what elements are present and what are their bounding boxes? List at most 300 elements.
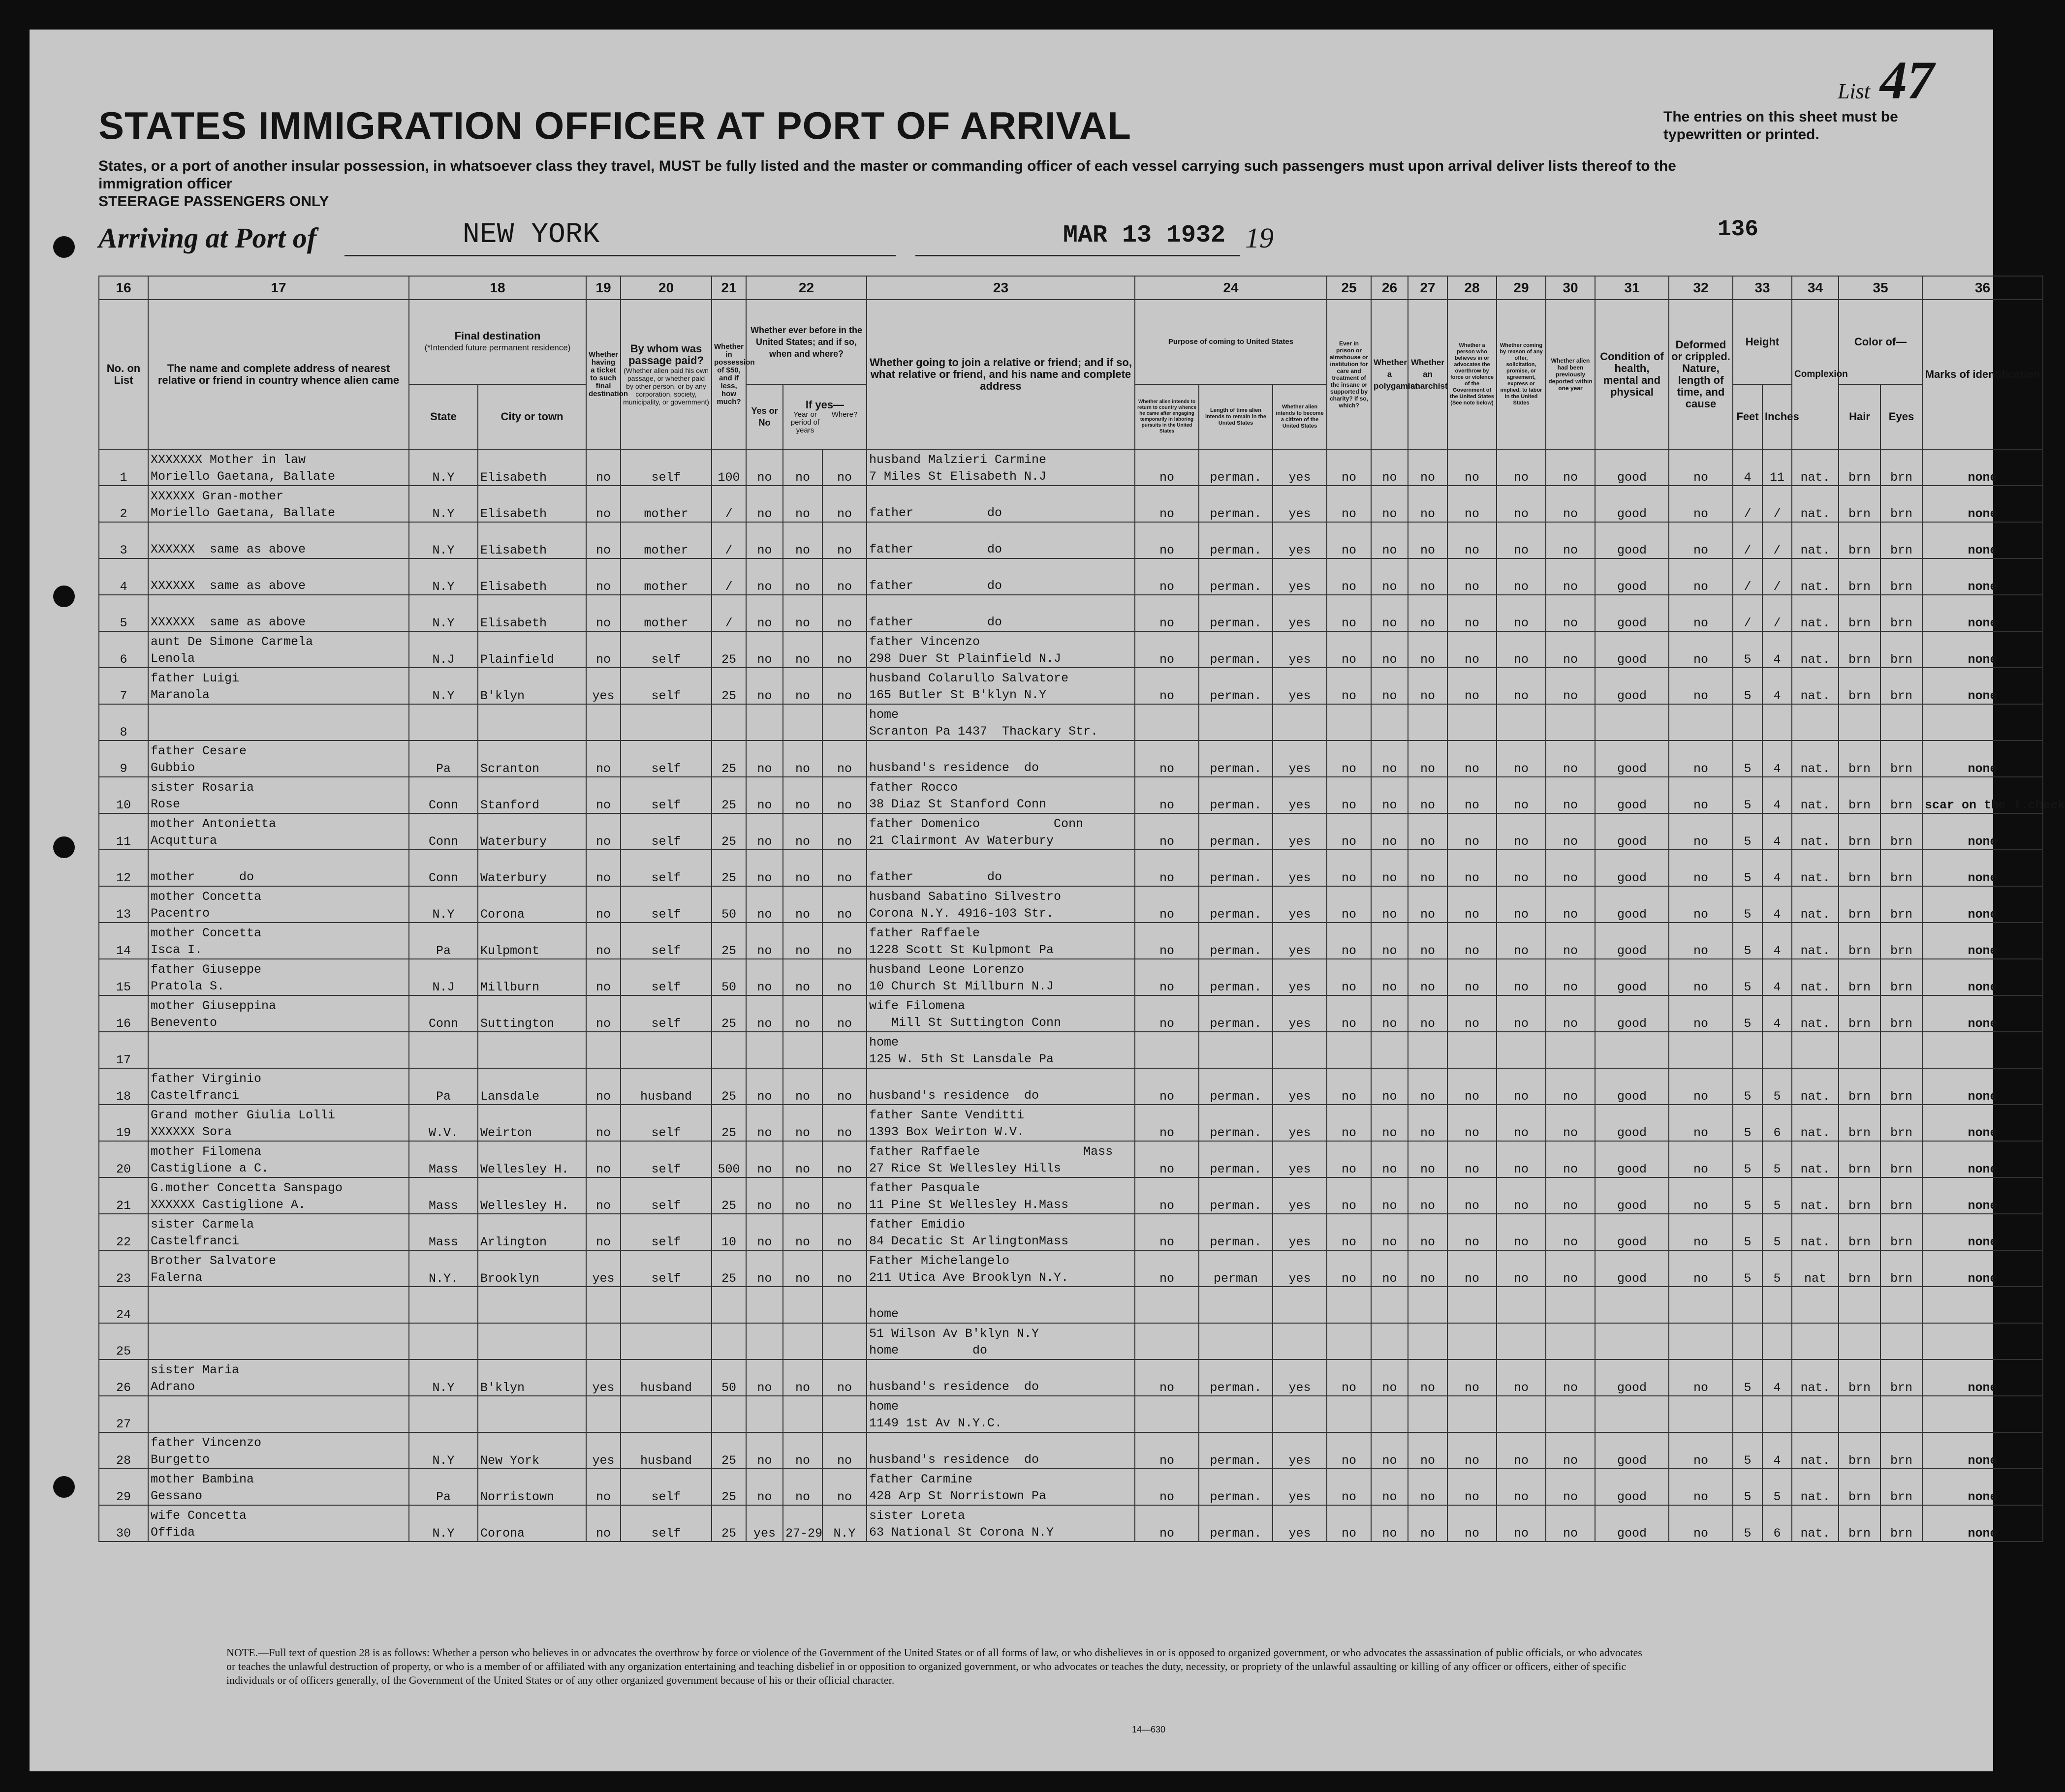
cell-money: 25 [712,1068,746,1105]
cell-ret: no [1135,741,1199,777]
cell-hair: brn [1839,558,1880,595]
cell-ticket: no [586,449,621,486]
join-line-1: wife Filomena [869,999,966,1013]
cell-comp: nat. [1792,1141,1839,1177]
cell-ft: 5 [1733,1105,1762,1141]
cell-in: 4 [1762,923,1792,959]
cell-contr: no [1497,1141,1546,1177]
cell-contr: no [1497,522,1546,558]
cell-len: perman. [1199,813,1273,850]
cell-health: good [1595,449,1669,486]
relative-line-2: Gubbio [151,761,195,775]
relative-line-1: G.mother Concetta Sanspago [151,1181,343,1195]
cell-before: no [746,1432,783,1469]
column-number: 27 [1408,276,1447,300]
header-color: Color of— [1839,300,1922,384]
relative-cell [148,1068,409,1105]
cell-where [822,1032,867,1068]
cell-years [783,1323,822,1359]
if-yes-label: If yes— [805,399,845,411]
cell-prison: no [1327,886,1371,923]
cell-paid [621,1396,712,1432]
cell-contr: no [1497,886,1546,923]
cell-money: 25 [712,1250,746,1287]
where-label: Where? [831,410,858,419]
cell-ret: no [1135,995,1199,1032]
cell-years: 27-29 [783,1505,822,1542]
table-row [99,1032,2043,1068]
cell-ft: 5 [1733,777,1762,813]
cell-comp: nat [1792,1250,1839,1287]
cell-paid: self [621,923,712,959]
table-row [99,777,2043,813]
cell-cit: yes [1273,449,1327,486]
cell-len: perman. [1199,486,1273,522]
cell-eyes: brn [1880,850,1922,886]
cell-comp [1792,1287,1839,1323]
cell-dep: no [1546,449,1595,486]
cell-len [1199,1287,1273,1323]
cell-health [1595,1396,1669,1432]
cell-city: Waterbury [478,813,586,850]
cell-prison: no [1327,1359,1371,1396]
cell-hair: brn [1839,631,1880,668]
cell-contr: no [1497,813,1546,850]
cell-over: no [1447,631,1497,668]
cell-poly: no [1371,1250,1408,1287]
cell-prison: no [1327,1505,1371,1542]
cell-dep: no [1546,777,1595,813]
cell-ft: 5 [1733,1177,1762,1214]
join-cell [867,1396,1135,1432]
cell-years: no [783,522,822,558]
cell-cit: yes [1273,886,1327,923]
cell-ticket: no [586,1177,621,1214]
cell-ticket: no [586,777,621,813]
cell-state: N.Y [409,595,478,631]
cell-poly: no [1371,595,1408,631]
join-line-2: 1393 Box Weirton W.V. [869,1125,1025,1139]
header-hair: Hair [1839,384,1880,449]
cell-poly: no [1371,777,1408,813]
cell-paid [621,704,712,741]
cell-anar: no [1408,1359,1447,1396]
cell-in: 4 [1762,1359,1792,1396]
cell-no: 22 [99,1214,148,1250]
cell-def [1669,704,1733,741]
cell-poly: no [1371,1359,1408,1396]
cell-where: no [822,1105,867,1141]
cell-in: 4 [1762,995,1792,1032]
cell-no: 28 [99,1432,148,1469]
cell-contr: no [1497,558,1546,595]
cell-over: no [1447,486,1497,522]
cell-years: no [783,1250,822,1287]
cell-health [1595,1032,1669,1068]
table-row [99,813,2043,850]
cell-comp [1792,1396,1839,1432]
cell-paid: self [621,631,712,668]
cell-hair: brn [1839,1141,1880,1177]
cell-money: 25 [712,741,746,777]
cell-anar: no [1408,1214,1447,1250]
cell-poly: no [1371,558,1408,595]
cell-money [712,1287,746,1323]
cell-dep: no [1546,558,1595,595]
cell-city: Stanford [478,777,586,813]
cell-paid: self [621,886,712,923]
relative-line-2: XXXXXX Sora [151,1125,232,1139]
relative-line-1: father Luigi [151,671,240,685]
cell-over: no [1447,1141,1497,1177]
cell-years: no [783,850,822,886]
cell-health: good [1595,995,1669,1032]
join-line-1: husband Leone Lorenzo [869,962,1025,977]
cell-dep: no [1546,631,1595,668]
intro-paragraph: States, or a port of another insular possession, in whatsoever class they travel, MUST be fully listed and the master or commanding officer of each vessel carrying such passengers must upon arrival deliver lists thereof to the immigration officer [98,158,1676,192]
cell-in: / [1762,486,1792,522]
header-final-destination [409,300,586,384]
cell-cit: yes [1273,1214,1327,1250]
cell-contr [1497,1032,1546,1068]
cell-over [1447,1396,1497,1432]
cell-paid [621,1287,712,1323]
header-prison: Ever in prison or almshouse or institution for care and treatment of the insane or supported by charity? If so, which? [1327,300,1371,449]
cell-years: no [783,1177,822,1214]
cell-cit: yes [1273,959,1327,995]
join-cell [867,1359,1135,1396]
cell-eyes: brn [1880,595,1922,631]
cell-state: Mass [409,1141,478,1177]
cell-comp: nat. [1792,886,1839,923]
cell-state [409,1287,478,1323]
cell-money: 100 [712,449,746,486]
relative-line-1: Grand mother Giulia Lolli [151,1108,336,1122]
cell-contr: no [1497,923,1546,959]
cell-eyes: brn [1880,1505,1922,1542]
cell-comp: nat. [1792,850,1839,886]
join-line-1: father Domenico Conn [869,817,1084,831]
cell-contr: no [1497,1105,1546,1141]
cell-paid: self [621,1141,712,1177]
cell-def: no [1669,813,1733,850]
cell-paid [621,1032,712,1068]
cell-marks: none [1922,486,2043,522]
cell-before: no [746,595,783,631]
cell-city: Corona [478,1505,586,1542]
cell-ft: 5 [1733,995,1762,1032]
relative-line-1: father Giuseppe [151,962,262,977]
relative-cell [148,1505,409,1542]
cell-contr: no [1497,1068,1546,1105]
cell-anar: no [1408,486,1447,522]
cell-contr: no [1497,850,1546,886]
cell-cit: yes [1273,1068,1327,1105]
cell-contr: no [1497,449,1546,486]
cell-ft: 5 [1733,1141,1762,1177]
relative-line-1: sister Rosaria [151,780,254,795]
cell-cit: yes [1273,850,1327,886]
cell-def [1669,1032,1733,1068]
cell-health: good [1595,1214,1669,1250]
cell-prison [1327,1396,1371,1432]
cell-over [1447,1032,1497,1068]
cell-money: 25 [712,1432,746,1469]
cell-health: good [1595,777,1669,813]
cell-comp: nat. [1792,1505,1839,1542]
cell-poly: no [1371,959,1408,995]
cell-state: N.Y [409,522,478,558]
cell-prison: no [1327,995,1371,1032]
cell-city: Waterbury [478,850,586,886]
cell-len: perman. [1199,1359,1273,1396]
cell-state: N.Y [409,886,478,923]
join-line-2: husband's residence do [869,1088,1039,1103]
cell-where [822,704,867,741]
join-line-1: Father Michelangelo [869,1254,1010,1268]
cell-dep: no [1546,1141,1595,1177]
cell-marks: none [1922,668,2043,704]
punch-hole [53,586,75,607]
cell-state: N.Y [409,558,478,595]
relative-cell [148,1032,409,1068]
cell-state: N.Y [409,1359,478,1396]
relative-line-2: Castelfranci [151,1088,240,1103]
cell-ret: no [1135,1068,1199,1105]
cell-money: 25 [712,995,746,1032]
relative-line-2: Castelfranci [151,1234,240,1248]
cell-cit: yes [1273,813,1327,850]
table-row [99,1432,2043,1469]
cell-cit: yes [1273,668,1327,704]
relative-line-1: mother Bambina [151,1472,254,1486]
cell-len: perman. [1199,850,1273,886]
cell-money: / [712,522,746,558]
cell-over: no [1447,850,1497,886]
cell-in: 4 [1762,813,1792,850]
cell-health [1595,704,1669,741]
cell-anar: no [1408,595,1447,631]
cell-marks: none [1922,449,2043,486]
cell-in: 4 [1762,1432,1792,1469]
cell-len: perman [1199,1250,1273,1287]
cell-in [1762,1032,1792,1068]
cell-cit [1273,1396,1327,1432]
cell-anar: no [1408,1141,1447,1177]
cell-before: yes [746,1505,783,1542]
relative-cell [148,850,409,886]
cell-in: 5 [1762,1250,1792,1287]
cell-ticket: no [586,1141,621,1177]
join-line-2: father do [869,870,1002,884]
relative-cell [148,522,409,558]
cell-hair: brn [1839,741,1880,777]
cell-prison: no [1327,777,1371,813]
cell-paid: self [621,995,712,1032]
column-number: 19 [586,276,621,300]
cell-city [478,1396,586,1432]
cell-over: no [1447,995,1497,1032]
cell-dep [1546,1323,1595,1359]
join-line-1: sister Loreta [869,1509,966,1523]
cell-contr: no [1497,1214,1546,1250]
cell-money: / [712,595,746,631]
header-contract: Whether coming by reason of any offer, solicitation, promise, or agreement, express or implied, to labor in the United States [1497,300,1546,449]
cell-anar [1408,1287,1447,1323]
cell-before: no [746,558,783,595]
cell-def: no [1669,1068,1733,1105]
table-row [99,558,2043,595]
cell-ticket: no [586,1068,621,1105]
cell-ret [1135,1396,1199,1432]
cell-cit: yes [1273,1359,1327,1396]
cell-anar: no [1408,959,1447,995]
cell-before: no [746,1359,783,1396]
table-row [99,595,2043,631]
join-line-2: 211 Utica Ave Brooklyn N.Y. [869,1270,1069,1285]
cell-anar: no [1408,1469,1447,1505]
cell-cit: yes [1273,1105,1327,1141]
cell-eyes: brn [1880,923,1922,959]
column-number: 28 [1447,276,1497,300]
cell-cit: yes [1273,1505,1327,1542]
cell-over: no [1447,959,1497,995]
cell-len: perman. [1199,631,1273,668]
cell-paid: self [621,1250,712,1287]
cell-len: perman. [1199,522,1273,558]
join-cell [867,631,1135,668]
header-passage [621,300,712,449]
cell-before: no [746,1250,783,1287]
relative-line-1: father Virginio [151,1072,262,1086]
cell-eyes: brn [1880,449,1922,486]
cell-health: good [1595,1250,1669,1287]
cell-poly: no [1371,1068,1408,1105]
cell-no: 15 [99,959,148,995]
cell-len [1199,704,1273,741]
cell-def: no [1669,449,1733,486]
join-cell [867,704,1135,741]
cell-over: no [1447,777,1497,813]
cell-where: no [822,1141,867,1177]
cell-paid [621,1323,712,1359]
cell-health: good [1595,1432,1669,1469]
cell-eyes: brn [1880,777,1922,813]
cell-ticket: no [586,1214,621,1250]
cell-where: N.Y [822,1505,867,1542]
cell-ft: 5 [1733,1469,1762,1505]
join-cell [867,595,1135,631]
header-before-us: Whether ever before in the United States; and if so, when and where? [746,300,867,384]
final-destination-label: Final destination [454,330,541,342]
cell-ret: no [1135,923,1199,959]
cell-state: Pa [409,1469,478,1505]
cell-def: no [1669,1141,1733,1177]
cell-before: no [746,777,783,813]
cell-contr: no [1497,995,1546,1032]
cell-money: 25 [712,1469,746,1505]
cell-before: no [746,886,783,923]
cell-money [712,704,746,741]
cell-ret: no [1135,668,1199,704]
cell-no: 6 [99,631,148,668]
cell-ret: no [1135,522,1199,558]
cell-len: perman. [1199,923,1273,959]
cell-years: no [783,1068,822,1105]
cell-in: / [1762,595,1792,631]
cell-cit: yes [1273,1469,1327,1505]
cell-no: 16 [99,995,148,1032]
cell-health: good [1595,486,1669,522]
cell-contr: no [1497,486,1546,522]
cell-city: Scranton [478,741,586,777]
cell-marks [1922,704,2043,741]
cell-in: 5 [1762,1469,1792,1505]
cell-no: 29 [99,1469,148,1505]
cell-cit: yes [1273,595,1327,631]
cell-hair: brn [1839,1359,1880,1396]
cell-marks: scar on the l.cheek [1922,777,2043,813]
cell-ft: 5 [1733,1359,1762,1396]
cell-prison [1327,1287,1371,1323]
cell-ret: no [1135,850,1199,886]
cell-years: no [783,959,822,995]
cell-comp: nat. [1792,595,1839,631]
cell-before: no [746,1214,783,1250]
relative-cell [148,668,409,704]
cell-eyes: brn [1880,1469,1922,1505]
join-line-2: 27 Rice St Wellesley Hills [869,1161,1062,1175]
steerage-label: STEERAGE PASSENGERS ONLY [98,193,329,210]
cell-poly [1371,1032,1408,1068]
cell-def: no [1669,1432,1733,1469]
relative-line-2: Acquttura [151,834,218,848]
cell-ticket [586,704,621,741]
cell-ticket [586,1323,621,1359]
cell-def: no [1669,850,1733,886]
relative-line-2: Isca I. [151,943,203,957]
cell-over: no [1447,522,1497,558]
cell-city: Plainfield [478,631,586,668]
cell-prison: no [1327,741,1371,777]
relative-cell [148,1287,409,1323]
cell-anar [1408,1323,1447,1359]
column-number: 31 [1595,276,1669,300]
cell-len: perman. [1199,1505,1273,1542]
cell-anar: no [1408,1105,1447,1141]
cell-no: 8 [99,704,148,741]
cell-marks: none [1922,1177,2043,1214]
cell-len: perman. [1199,1432,1273,1469]
cell-prison: no [1327,850,1371,886]
cell-poly: no [1371,850,1408,886]
header-marks: Marks of identification [1922,300,2043,449]
header-yes-no: Yes or No [746,384,783,449]
cell-comp: nat. [1792,813,1839,850]
cell-len [1199,1396,1273,1432]
cell-no: 20 [99,1141,148,1177]
cell-dep: no [1546,1068,1595,1105]
relative-line-2: Maranola [151,688,210,702]
cell-where: no [822,449,867,486]
cell-hair: brn [1839,923,1880,959]
header-row [99,300,2043,384]
cell-hair: brn [1839,1469,1880,1505]
join-line-2: father do [869,579,1002,593]
cell-prison: no [1327,1141,1371,1177]
relative-cell [148,1105,409,1141]
cell-ft: 5 [1733,959,1762,995]
